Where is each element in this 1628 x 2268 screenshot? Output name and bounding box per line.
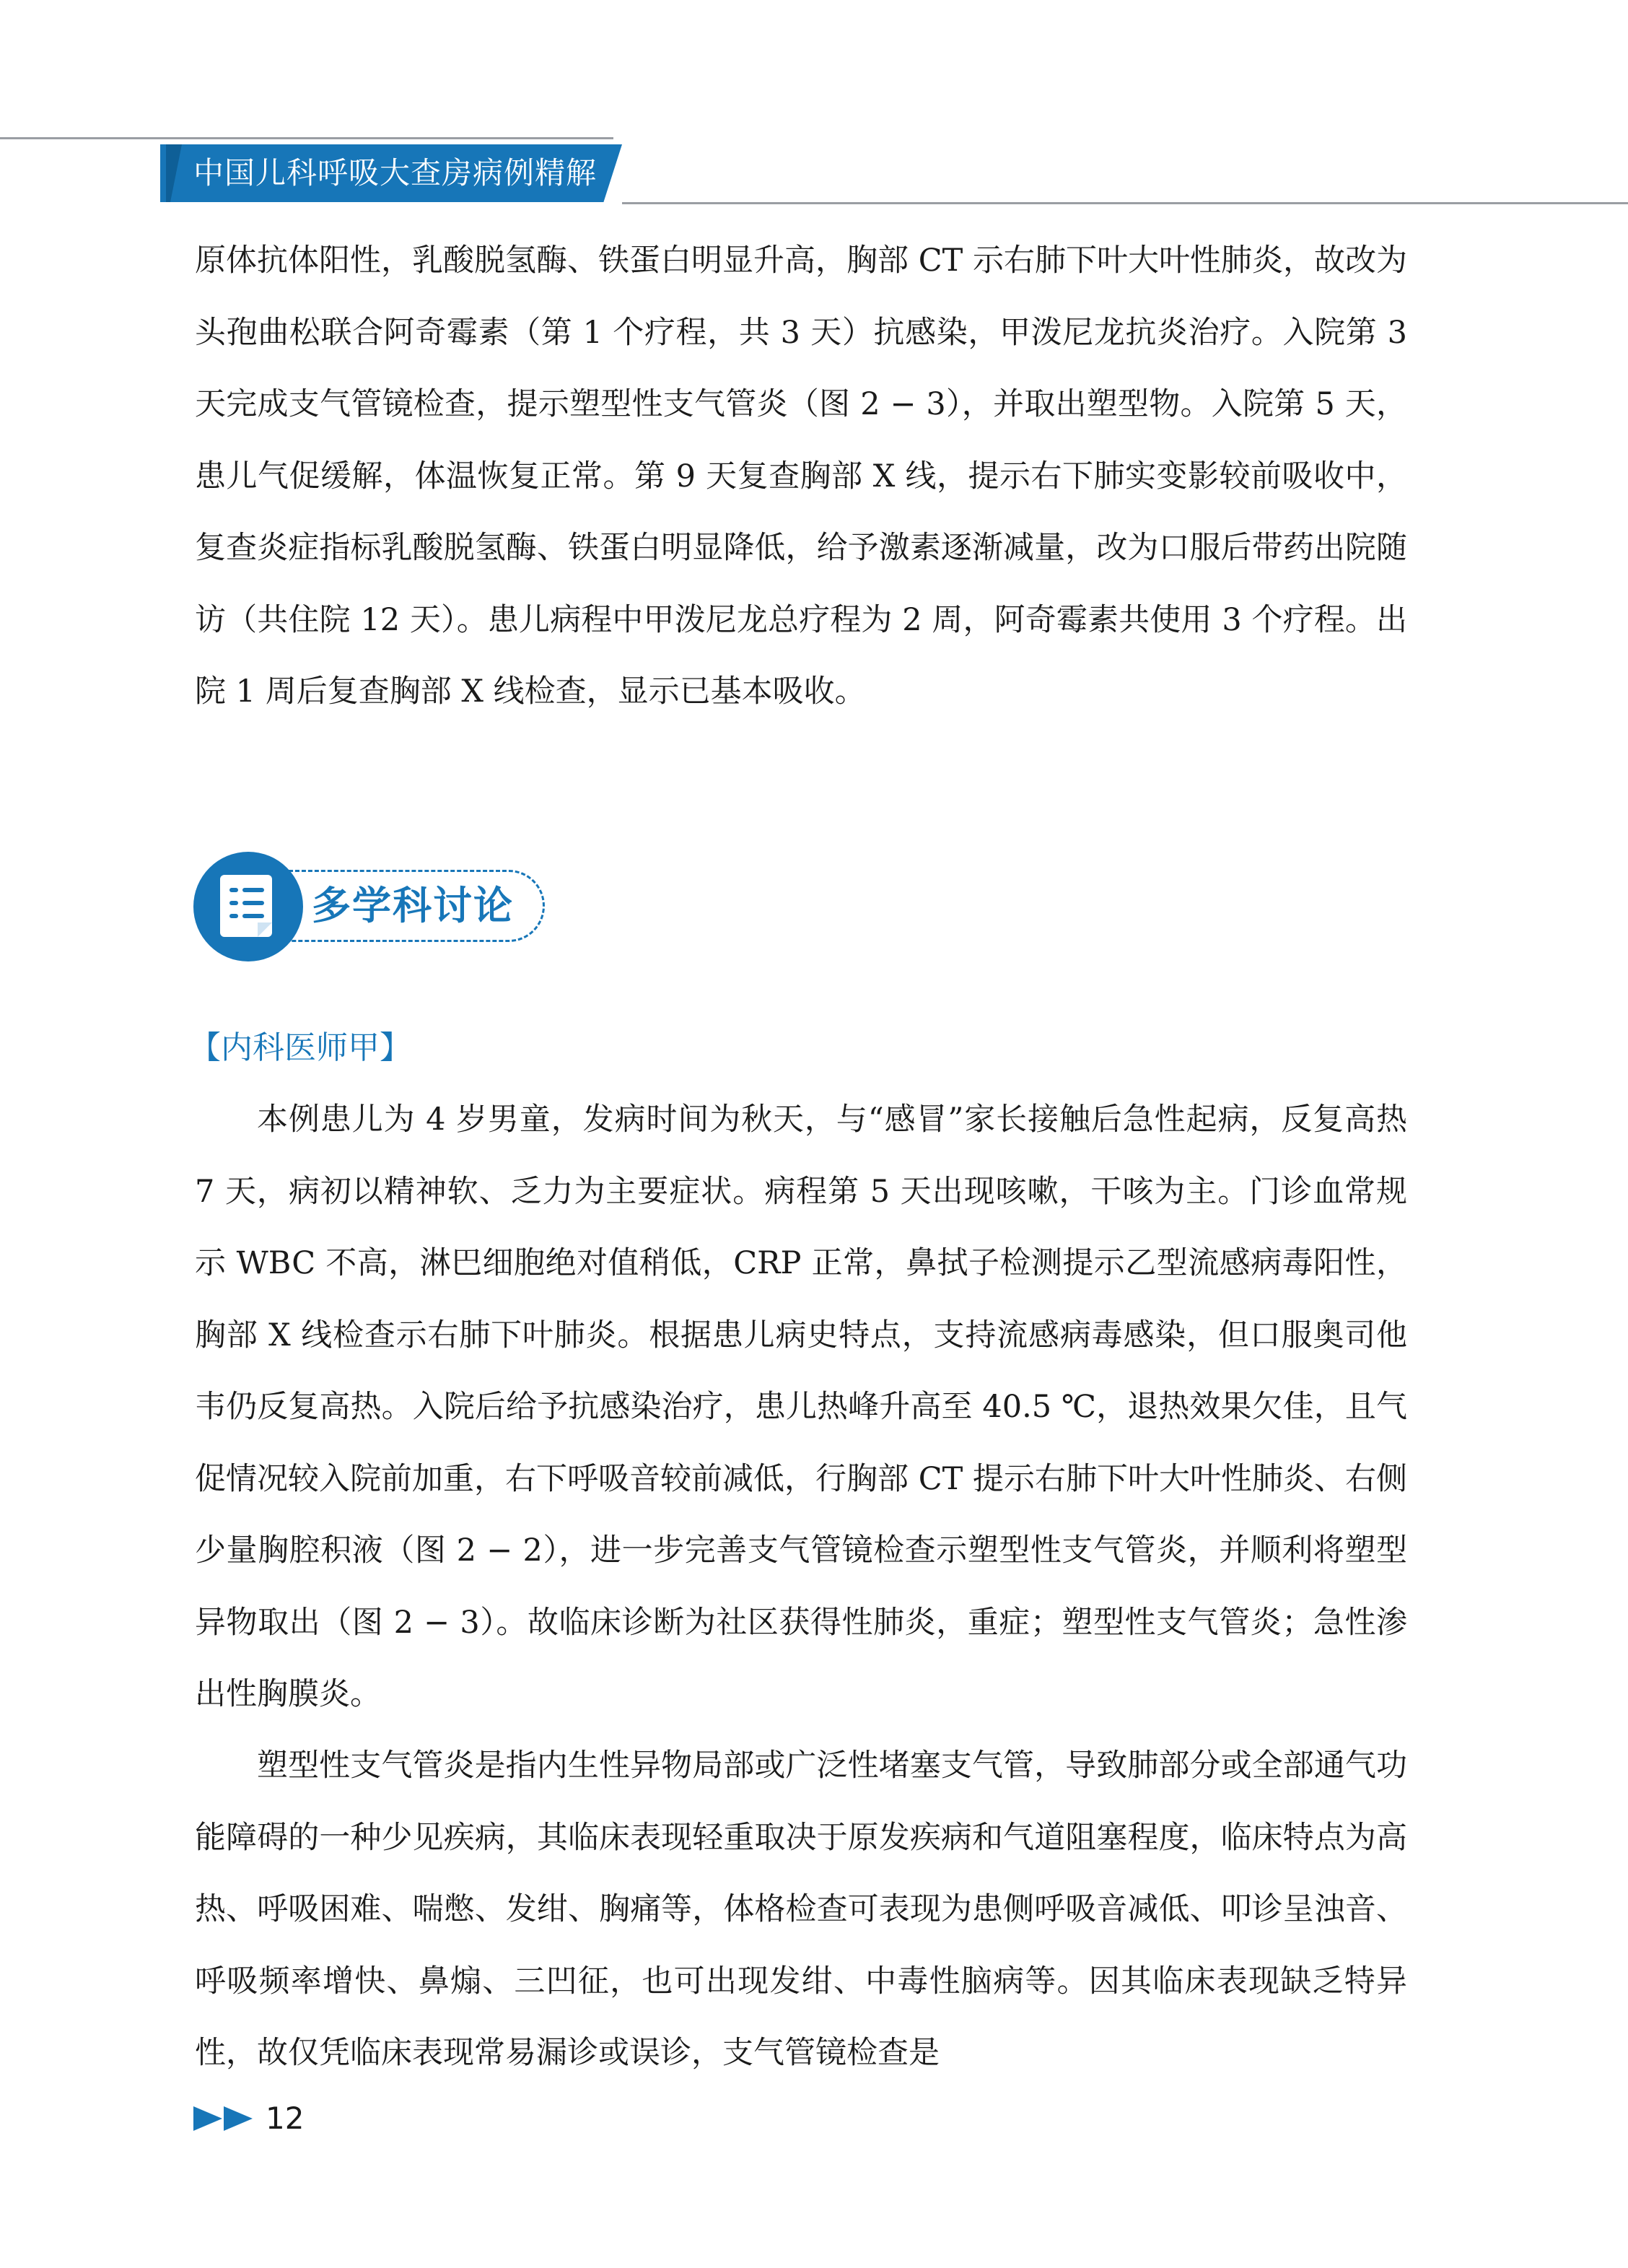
header-rule-right — [622, 202, 1628, 204]
double-arrow-icon — [193, 2103, 258, 2134]
document-bullet — [229, 914, 238, 918]
document-bullet — [229, 888, 238, 892]
section-title: 多学科讨论 — [312, 883, 514, 928]
speaker-label: 【内科医师甲】 — [189, 1029, 411, 1066]
header-rule-top — [0, 137, 613, 139]
document-line — [242, 914, 264, 918]
document-bullet — [229, 901, 238, 905]
document-line — [242, 901, 264, 905]
body-paragraph-3: 塑型性支气管炎是指内生性异物局部或广泛性堵塞支气管，导致肺部分或全部通气功能障碍的一种少见疾病，其临床表现轻重取决于原发疾病和气道阻塞程度，临床特点为高热、呼吸困难、喘憋、发绀、胸痛等，体格检查可表现为患侧呼吸音减低、叩诊呈浊音、呼吸频率增快、鼻煽、三凹征，也可出现发绀、中毒性脑病等。因其临床表现缺乏特异性，故仅凭临床表现常易漏诊或误诊，支气管镜检查是 — [195, 1748, 1407, 2071]
body-paragraph-1: 原体抗体阳性，乳酸脱氢酶、铁蛋白明显升高，胸部 CT 示右肺下叶大叶性肺炎，故改为头孢曲松联合阿奇霉素（第 1 个疗程，共 3 天）抗感染，甲泼尼龙抗炎治疗。入院第 3 天完成支气管镜检查，提示塑型性支气管炎（图 2 − 3），并取出塑型物。入院第 5 天，患儿气促缓解，体温恢复正常。第 9 天复查胸部 X 线，提示右下肺实变影较前吸收中，复查炎症指标乳酸脱氢酶、铁蛋白明显降低，给予激素逐渐减量，改为口服后带药出院随访（共住院 12 天）。患儿病程中甲泼尼龙总疗程为 2 周，阿奇霉素共使用 3 个疗程。出院 1 周后复查胸部 X 线检查，显示已基本吸收。 — [195, 243, 1407, 710]
body-paragraph-2: 本例患儿为 4 岁男童，发病时间为秋天，与“感冒”家长接触后急性起病，反复高热 7 天，病初以精神软、乏力为主要症状。病程第 5 天出现咳嗽，干咳为主。门诊血常规示 WBC 不高，淋巴细胞绝对值稍低，CRP 正常，鼻拭子检测提示乙型流感病毒阳性，胸部 X 线检查示右肺下叶肺炎。根据患儿病史特点，支持流感病毒感染，但口服奥司他韦仍反复高热。入院后给予抗感染治疗，患儿热峰升高至 40.5 ℃，退热效果欠佳，且气促情况较入院前加重，右下呼吸音较前减低，行胸部 CT 提示右肺下叶大叶性肺炎、右侧少量胸腔积液（图 2 − 2），进一步完善支气管镜检查示塑型性支气管炎，并顺利将塑型异物取出（图 2 − 3）。故临床诊断为社区获得性肺炎，重症；塑型性支气管炎；急性渗出性胸膜炎。 — [195, 1102, 1407, 1712]
page-number: 12 — [266, 2101, 305, 2136]
document-line — [242, 888, 264, 892]
header-book-title: 中国儿科呼吸大查房病例精解 — [193, 155, 598, 191]
